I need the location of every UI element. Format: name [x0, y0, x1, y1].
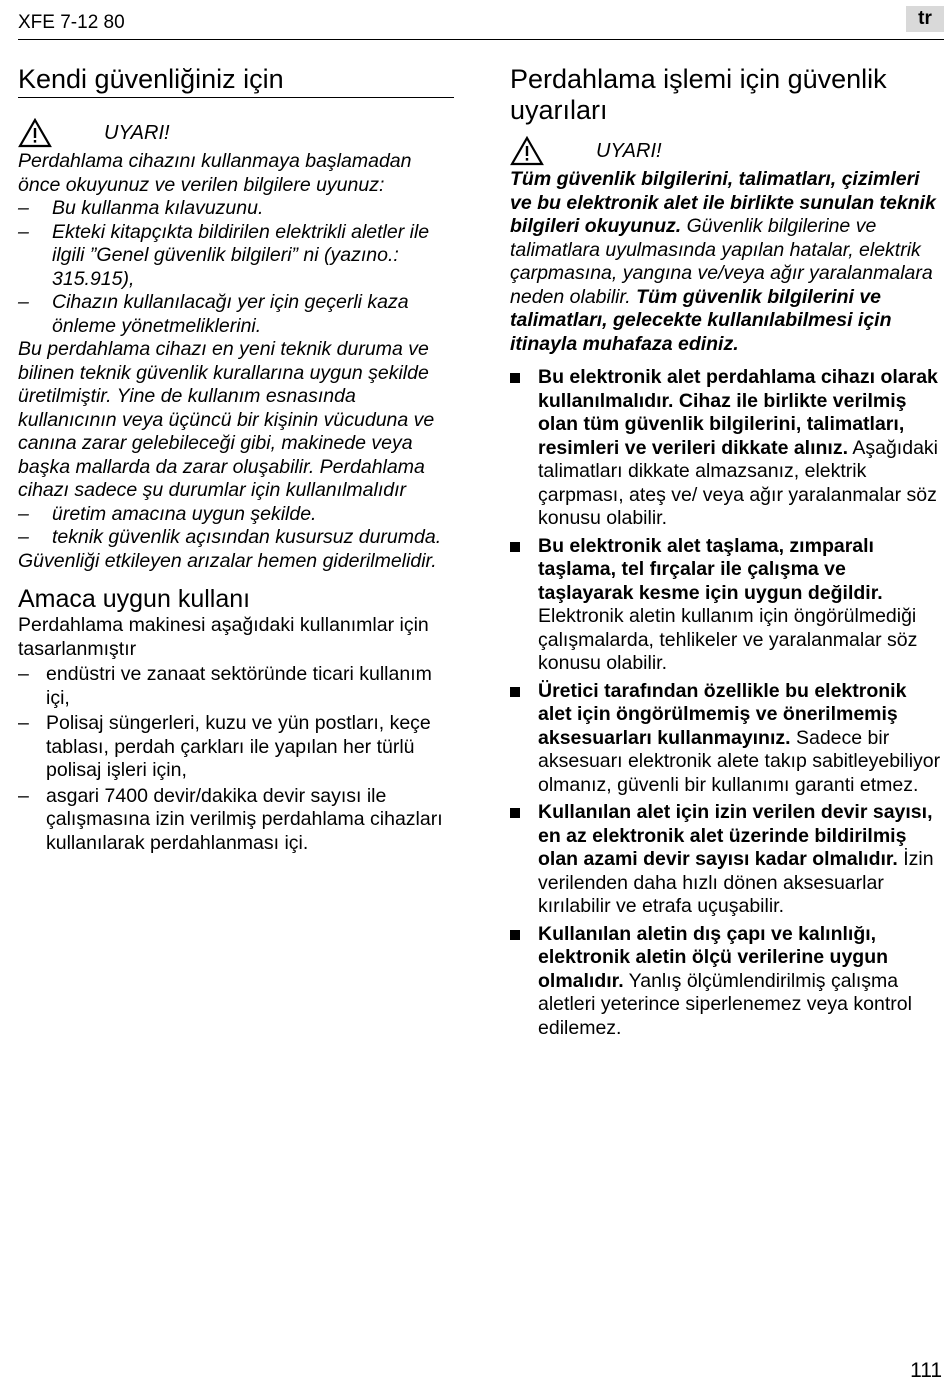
- closing-text: Güvenliği etkileyen arızalar hemen giderilmelidir.: [18, 549, 437, 572]
- list-item: Bu elektronik alet perdahlama cihazı olarak kullanılmalıdır. Cihaz ile birlikte verilmiş olan tüm güvenlik bilgilerini, talimatları, resimleri ve verileri dikkate alınız. Aşağıdaki talimatları dikkate almazsanız, elektrik çarpması, ateş ve/ veya ağır yaralanmalar söz konusu olabilir.: [510, 366, 942, 531]
- section-title-intended-use: Amaca uygun kullanı: [18, 585, 251, 613]
- language-badge: tr: [906, 6, 944, 32]
- warning-plain-text: Güvenlik bilgilerine ve talimatlara uyulmasında yapılan hatalar, elektrik çarpmasına, yangına ve/veya ağır yaralanmalara neden olabilir.: [510, 215, 933, 308]
- warning-triangle-icon: [510, 136, 544, 166]
- list-item: – üretim amacına uygun şekilde.: [18, 502, 317, 525]
- warning-text: [510, 168, 942, 356]
- right-column: [510, 64, 942, 1040]
- section-title-safety: Kendi güvenliğiniz için: [18, 64, 284, 94]
- list-item: – teknik güvenlik açısından kusursuz durumda.: [18, 526, 442, 548]
- dash-list: [18, 197, 454, 338]
- list-item: – Polisaj süngerleri, kuzu ve yün postları, keçe tablası, perdah çarkları ile yapılan her türlü polisaj işleri için,: [18, 712, 431, 781]
- left-column: [18, 64, 454, 855]
- intro-text: Perdahlama cihazını kullanmaya başlamadan önce okuyunuz ve verilen bilgilere uyunuz:: [18, 150, 412, 196]
- intended-use-intro: Perdahlama makinesi aşağıdaki kullanımlar için tasarlanmıştır: [18, 614, 429, 660]
- dash-list-2: [18, 503, 454, 550]
- list-item: – asgari 7400 devir/dakika devir sayısı ile çalışmasına izin verilmiş perdahlama cihazları kullanılarak perdahlanması içi.: [18, 784, 443, 854]
- list-item: – endüstri ve zanaat sektöründe ticari kullanım içi,: [18, 663, 432, 709]
- warning-row: [510, 134, 942, 168]
- warning-bold-text-2: Tüm güvenlik bilgilerini ve talimatları, gelecekte kullanılabilmesi için itinayla muhafaza ediniz.: [510, 285, 892, 355]
- bullet-square-icon: [510, 373, 520, 383]
- list-item: – Bu kullanma kılavuzunu.: [18, 197, 264, 219]
- intended-use-list: [18, 663, 454, 855]
- section-title-polishing-safety: Perdahlama işlemi için güvenlik uyarıları: [510, 64, 887, 125]
- warning-label: UYARI!: [596, 139, 662, 162]
- list-item: Bu elektronik alet taşlama, zımparalı taşlama, tel fırçalar ile çalışma ve taşlayarak kesme için uygun değildir. Elektronik aletin kullanım için öngörülmediği çalışmalarda, tehlikeler ve yaralanmalar söz konusu olabilir.: [510, 535, 942, 676]
- bullet-square-icon: [510, 687, 520, 697]
- body-text: Bu perdahlama cihazı en yeni teknik duruma ve bilinen teknik güvenlik kurallarına uygun şekilde üretilmiştir. Yine de kullanım esnasında kullanıcının veya üçüncü bir kişinin vücuduna ve canına zarar gelebileceği gibi, makinede veya başka mallarda da zarar oluşabilir. Perdahlama cihazı sadece şu durumlar için kullanılmalıdır: [18, 338, 435, 501]
- page-number: 111: [910, 1359, 942, 1382]
- list-item: Kullanılan aletin dış çapı ve kalınlığı, elektronik aletin ölçü verilerine uygun olmalıdır. Yanlış ölçümlendirilmiş çalışma aletleri yeterince siperlenemez veya kontrol edilemez.: [510, 923, 942, 1041]
- warning-triangle-icon: [18, 118, 52, 148]
- safety-bullet-list: [510, 366, 942, 1040]
- list-item: Kullanılan alet için izin verilen devir sayısı, en az elektronik alet üzerinde bildirilmiş olan azami devir sayısı kadar olmalıdır. İzin verilenden daha hızlı dönen aksesuarlar kırılabilir ve etrafa uçuşabilir.: [510, 801, 942, 919]
- bullet-square-icon: [510, 930, 520, 940]
- document-model: XFE 7-12 80: [18, 12, 125, 33]
- list-item: – Ekteki kitapçıkta bildirilen elektrikli aletler ile ilgili ”Genel güvenlik bilgileri” ni (yazıno.: 315.915),: [18, 220, 430, 290]
- warning-label: UYARI!: [104, 121, 170, 144]
- list-item: Üretici tarafından özellikle bu elektronik alet için öngörülmemiş ve önerilmemiş aksesuarları kullanmayınız. Sadece bir aksesuarı elektronik alete takıp sabitleyebiliyor olmanız, güvenli bir kullanımı garanti etmez.: [510, 680, 942, 798]
- warning-bold-text: Tüm güvenlik bilgilerini, talimatları, çizimleri ve bu elektronik alet ile birlikte sunulan teknik bilgileri okuyunuz.: [510, 168, 936, 237]
- bullet-square-icon: [510, 542, 520, 552]
- warning-row: [18, 116, 454, 150]
- header-rule: [18, 39, 944, 40]
- bullet-square-icon: [510, 808, 520, 818]
- list-item: – Cihazın kullanılacağı yer için geçerli kaza önleme yönetmeliklerini.: [18, 291, 409, 337]
- title-rule: [18, 97, 454, 98]
